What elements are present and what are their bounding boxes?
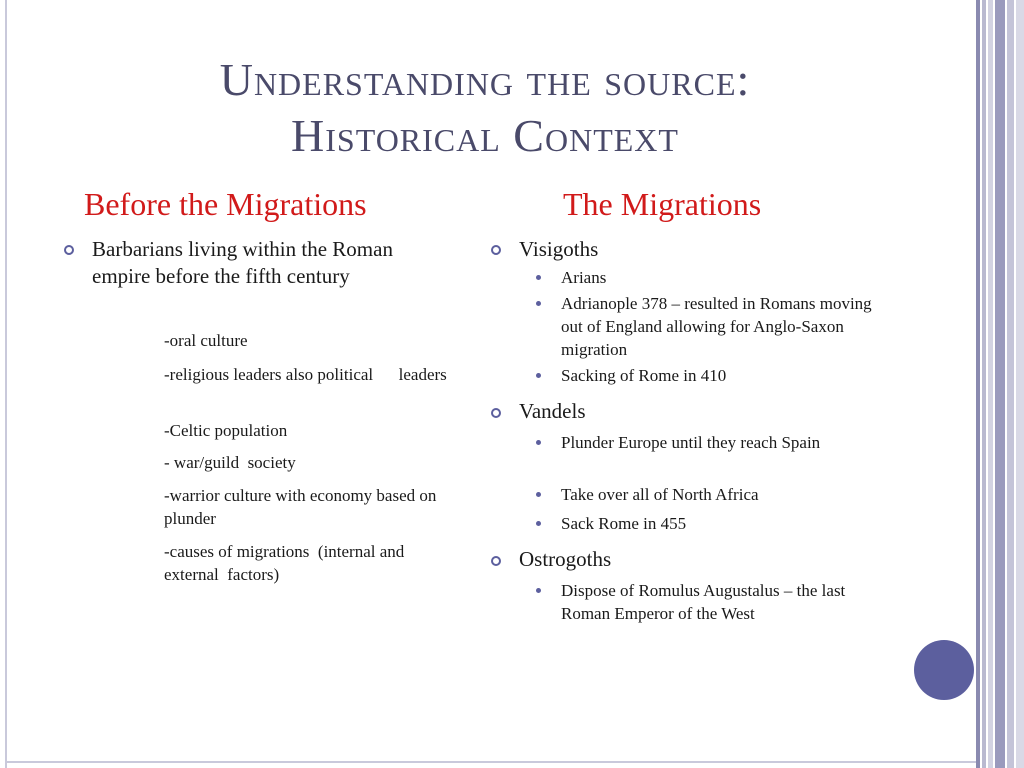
stripe — [1007, 0, 1014, 768]
stripe — [1016, 0, 1024, 768]
visigoths-item: Sacking of Rome in 410 — [561, 366, 727, 385]
bullet-marker-icon — [491, 245, 501, 255]
group-label-vandels: Vandels — [519, 399, 586, 423]
stripe — [982, 0, 986, 768]
left-item: -oral culture — [164, 331, 248, 350]
left-item: -warrior culture with economy based on plunder — [164, 486, 437, 528]
group-label-ostrogoths: Ostrogoths — [519, 547, 612, 571]
left-item: - war/guild society — [164, 453, 296, 472]
left-item: -religious leaders also political leaders — [164, 365, 447, 384]
frame-bottom-border — [5, 761, 979, 763]
ostrogoths-item: Dispose of Romulus Augustalus – the last Roman Emperor of the West — [561, 581, 846, 623]
sub-bullet-icon — [536, 440, 541, 445]
vandels-item: Take over all of North Africa — [561, 485, 759, 504]
left-bullet-text: Barbarians living within the Roman empire before the fifth century — [92, 237, 393, 288]
sub-bullet-icon — [536, 301, 541, 306]
decorative-circle — [914, 640, 974, 700]
group-label-visigoths: Visigoths — [519, 237, 599, 261]
vandels-item: Sack Rome in 455 — [561, 514, 687, 533]
frame-left-border — [5, 0, 7, 768]
bullet-marker-icon — [491, 408, 501, 418]
left-item: -Celtic population — [164, 421, 288, 440]
sub-bullet-icon — [536, 275, 541, 280]
slide-title — [60, 52, 910, 164]
bullet-marker-icon — [64, 245, 74, 255]
right-column-heading: The Migrations — [563, 186, 762, 222]
visigoths-item: Arians — [561, 268, 607, 287]
stripe — [976, 0, 980, 768]
bullet-marker-icon — [491, 556, 501, 566]
title-line-2: Historical Context — [291, 110, 679, 161]
sub-bullet-icon — [536, 521, 541, 526]
vandels-item: Plunder Europe until they reach Spain — [561, 433, 821, 452]
left-column-heading: Before the Migrations — [84, 186, 367, 222]
sub-bullet-icon — [536, 492, 541, 497]
stripe — [988, 0, 993, 768]
sub-bullet-icon — [536, 588, 541, 593]
decorative-stripes — [976, 0, 1024, 768]
stripe — [995, 0, 1005, 768]
title-line-1: Understanding the source: — [219, 54, 751, 105]
sub-bullet-icon — [536, 373, 541, 378]
visigoths-item: Adrianople 378 – resulted in Romans moving out of England allowing for Anglo-Saxon migration — [561, 294, 872, 359]
left-item: -causes of migrations (internal and external factors) — [164, 542, 409, 584]
